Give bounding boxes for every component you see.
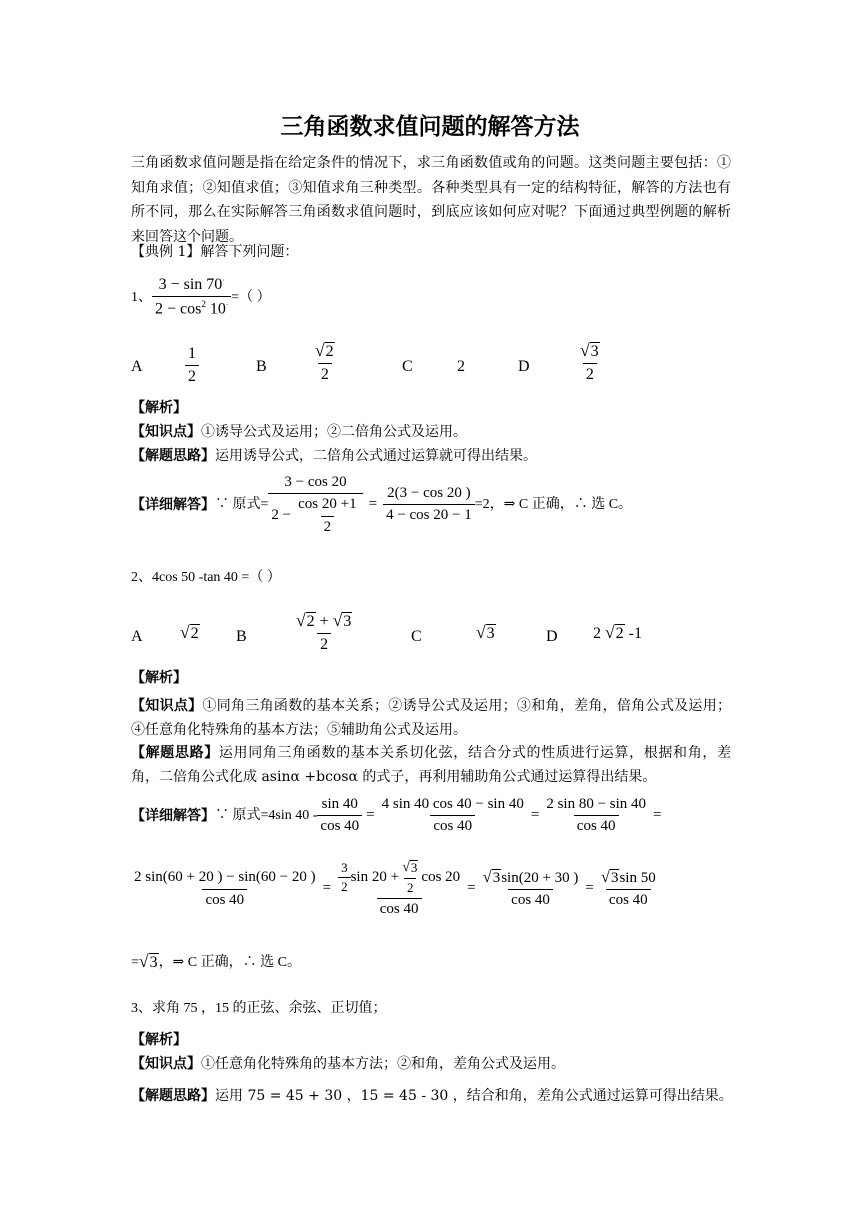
q1-opt-a-den: 2	[185, 365, 199, 386]
q2-opt-d-label: D	[546, 628, 558, 645]
q2-eq-5: =	[467, 880, 476, 897]
q1-sol-frac1	[268, 474, 362, 536]
q1-opt-a-label: A	[131, 358, 143, 375]
q2-r2-f1-num: 2 sin(60 + 20 ) − sin(60 − 20 )	[134, 869, 316, 886]
q2-opt-c: √ 3	[476, 622, 495, 642]
q3-knowledge	[131, 1056, 565, 1072]
q1-sol-f1-den-a: 2 −	[271, 507, 292, 524]
q1-sol-frac2	[383, 485, 475, 525]
q1-opt-a-num: 1	[188, 345, 196, 362]
q2-final-pre: =	[131, 954, 139, 970]
q2-opt-d-pre: 2	[593, 625, 601, 642]
q1-opt-d: √ 3 2	[580, 340, 599, 384]
q3-idea	[131, 1088, 733, 1104]
q1-sol-tail: =2，⇒ C 正确，∴ 选 C。	[474, 496, 633, 512]
q2-r2-f1-den: cos 40	[202, 889, 247, 909]
q2-r2-f2-a-num: 3	[341, 859, 348, 875]
q2-solution-row1	[131, 796, 666, 836]
q2-r2-f4-num: sin 50	[619, 869, 656, 886]
q1-sol-f2-num: 2(3 − cos 20 )	[387, 485, 471, 502]
q2-r2-f3-rad: 3	[492, 869, 501, 886]
q3-stem: 3、求角 75 ，15 的正弦、余弦、正切值；	[131, 1001, 387, 1016]
q1-den: 2 − cos	[155, 300, 202, 318]
q2-opt-a-val: 2	[190, 625, 199, 642]
q2-r2-f2-a-den: 2	[338, 877, 351, 895]
q1-knowledge	[131, 424, 467, 440]
q2-r2-f4-rad: 3	[610, 869, 619, 886]
q2-eq-2: =	[530, 807, 540, 824]
q2-opt-d: 2 √ 2 -1	[593, 622, 642, 642]
page-title: 三角函数求值问题的解答方法	[280, 113, 580, 140]
q1-solution-label: 【详细解答】	[131, 496, 215, 513]
q1-opt-b-label: B	[256, 358, 267, 375]
q3-idea-text: 运用 75 = 45 + 30 ，15 = 45 - 30 ，结合和角，差角公式通过运算可得出结果。	[215, 1088, 733, 1104]
q2-knowledge-label: 【知识点】	[131, 698, 203, 714]
q2-jiexi-label: 【解析】	[131, 670, 187, 686]
q2-r2-f2-b-num: 3	[410, 860, 418, 875]
q1-idea-text: 运用诱导公式，二倍角公式通过运算就可得出结果。	[215, 448, 537, 464]
q1-sol-f1-num: 3 − cos 20	[284, 474, 347, 490]
q2-s1-num: sin 40	[321, 796, 358, 812]
q2-stem: 2、4cos 50 -tan 40 =（ ）	[131, 570, 281, 585]
q2-opt-c-val: 3	[486, 625, 495, 642]
q1-sol-prefix: ∵ 原式=	[215, 496, 269, 512]
q2-r2-f3-den: cos 40	[508, 889, 553, 909]
q1-tail: =（ ）	[231, 289, 271, 305]
q1-den-tail: 10	[209, 300, 226, 318]
q2-opt-b: √ 2 + √ 3 2	[296, 610, 352, 654]
q2-sol-prefix: ∵ 原式=4sin 40 -	[215, 807, 318, 823]
q2-opt-a: √ 2	[180, 622, 199, 642]
q1-opt-c: 2	[457, 358, 465, 375]
q2-final: = √ 3 ，⇒ C 正确，∴ 选 C。	[131, 951, 301, 971]
q2-idea-label: 【解题思路】	[131, 745, 219, 761]
q1-solution	[131, 474, 632, 536]
q2-opt-a-label: A	[131, 628, 143, 645]
q1-opt-c-label: C	[402, 358, 413, 375]
q2-r2-f2-b-den: 2	[404, 878, 417, 896]
q1-sol-f1-inner-num: cos 20 +1	[298, 496, 357, 513]
intro-paragraph: 三角函数求值问题是指在给定条件的情况下，求三角函数值或角的问题。这类问题主要包括：①知角求值；②知值求值；③知值求角三种类型。各种类型具有一定的结构特征，解答的方法也有所不同，那么在实际解答三角函数求值问题时，到底应该如何应对呢？下面通过典型例题的解析来回答这个问题。	[131, 155, 731, 245]
q2-opt-b-den: 2	[317, 633, 331, 654]
q2-r2-f2-tail: cos 20	[421, 869, 461, 886]
q2-final-post: ，⇒ C 正确，∴ 选 C。	[158, 954, 301, 970]
q1-sol-f1-inner-den: 2	[321, 516, 335, 536]
q1-idea	[131, 448, 537, 464]
q1-stem	[131, 276, 271, 319]
q1-knowledge-text: ①诱导公式及运用；②二倍角公式及运用。	[201, 424, 467, 440]
q2-knowledge	[131, 694, 731, 742]
q1-idea-label: 【解题思路】	[131, 448, 215, 464]
q1-fraction: $\frac{3 - \sin 70^\cdot}{2 - \cos^2 10^\cdot}$	[152, 276, 231, 319]
q1-opt-b-num: 2	[325, 343, 334, 360]
q2-opt-d-rad: 2	[615, 625, 624, 642]
q2-idea	[131, 741, 731, 789]
q2-eq-4: =	[322, 880, 332, 897]
q1-sol-f2-den: 4 − cos 20 − 1	[383, 504, 475, 524]
q2-s1-den: cos 40	[317, 815, 362, 835]
q1-opt-b-den: 2	[318, 363, 332, 384]
q1-num: 3 − sin 70	[158, 276, 223, 293]
q1-opt-a	[185, 345, 199, 387]
q3-knowledge-text: ①任意角化特殊角的基本方法；②和角，差角公式及运用。	[201, 1056, 565, 1072]
q1-prefix: 1、	[131, 289, 152, 305]
q3-idea-label: 【解题思路】	[131, 1088, 215, 1104]
q2-opt-b-plus: +	[315, 613, 333, 630]
q2-r2-f4-den: cos 40	[606, 889, 651, 909]
q2-eq-6: =	[585, 880, 594, 897]
q1-opt-d-num: 3	[590, 343, 599, 360]
q2-eq-1: =	[366, 807, 375, 824]
example-heading: 【典例 1】解答下列问题：	[131, 244, 299, 260]
q2-s3-num: 2 sin 80 − sin 40	[546, 796, 647, 812]
q2-idea-text: 运用同角三角函数的基本关系切化弦，结合分式的性质进行运算，根据和角，差角，二倍角公式化成 asinα +bcosα 的式子，再利用辅助角公式通过运算得出结果。	[131, 745, 732, 785]
q3-knowledge-label: 【知识点】	[131, 1056, 201, 1072]
q3-jiexi-label: 【解析】	[131, 1032, 187, 1048]
q1-knowledge-label: 【知识点】	[131, 424, 201, 440]
q2-s2-den: cos 40	[430, 815, 475, 835]
q2-r2-f3-num: sin(20 + 30 )	[501, 869, 579, 886]
q2-knowledge-text: ①同角三角函数的基本关系；②诱导公式及运用；③和角，差角，倍角公式及运用；④任意角化特殊角的基本方法；⑤辅助角公式及运用。	[131, 698, 732, 738]
q2-solution-label: 【详细解答】	[131, 807, 215, 824]
q2-opt-b-a: 2	[306, 613, 315, 630]
q2-opt-c-label: C	[411, 628, 422, 645]
q2-s2-num: 4 sin 40 cos 40 − sin 40	[381, 796, 524, 812]
q1-opt-d-den: 2	[583, 363, 597, 384]
q1-sol-eq: =	[368, 496, 378, 513]
q2-s3-den: cos 40	[574, 815, 619, 835]
q2-eq-3: =	[653, 807, 662, 824]
q2-r2-f2-den: cos 40	[377, 898, 422, 918]
q1-jiexi-label: 【解析】	[131, 400, 187, 416]
q2-opt-d-post: -1	[628, 625, 642, 642]
q1-den-sup: 2	[201, 299, 206, 310]
q2-opt-b-b: 3	[343, 613, 352, 630]
q1-opt-d-label: D	[518, 358, 530, 375]
q2-r2-f2-mid: sin 20 +	[350, 869, 400, 886]
q2-opt-b-label: B	[236, 628, 247, 645]
q2-final-rad: 3	[149, 954, 158, 971]
q1-opt-b: √ 2 2	[315, 340, 334, 384]
q2-solution-row2: $\frac{2 \sin(60 + 20 ) - \sin(60 - 20 )}{\cos 40}$ = $\frac{3}{2}$ sin 20 + √ 3 2 cos 20 cos 40 = √ 3 sin(20 + 30 ) cos 40 = √ 3 sin 50 cos 40	[131, 860, 659, 918]
